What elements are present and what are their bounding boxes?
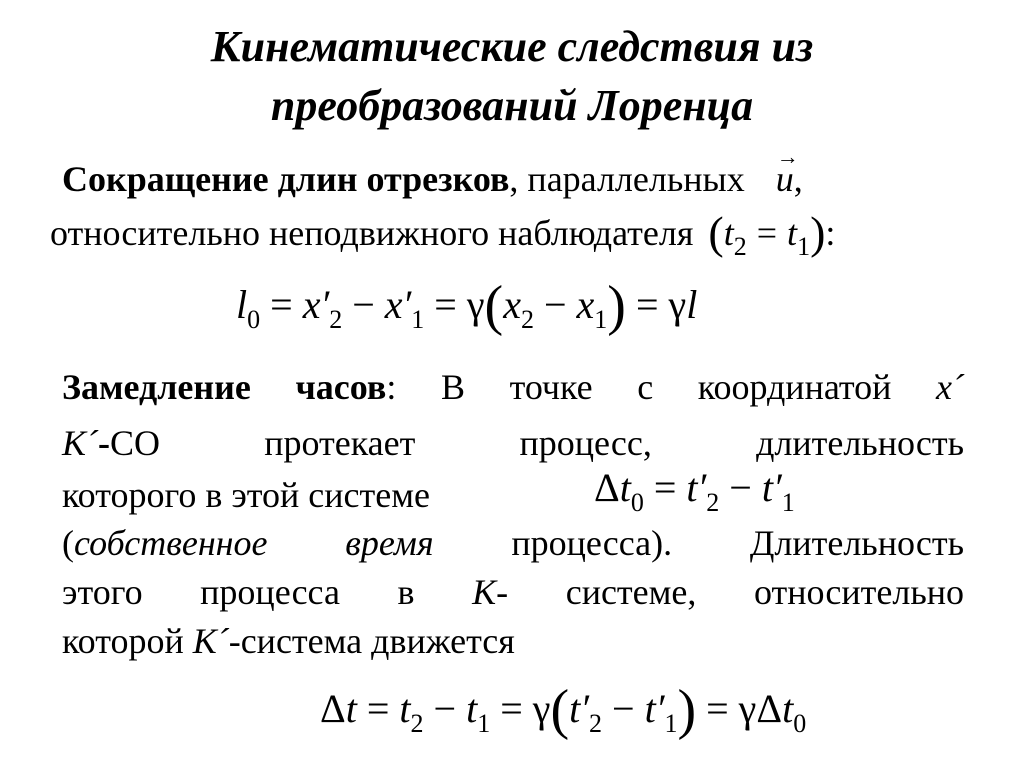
velocity-vector-u: → u: [776, 158, 794, 200]
length-formula: [236, 275, 698, 343]
f3-t2: t: [399, 686, 411, 731]
f1-l-end: l: [686, 282, 698, 327]
cond-t1-sub: 1: [797, 232, 811, 261]
f3-minus2: −: [612, 686, 635, 731]
f1-gamma: γ: [466, 282, 485, 327]
proper-time-formula: [594, 465, 795, 526]
f3-t1: t: [466, 686, 478, 731]
paren-close: ): [810, 207, 826, 258]
f2-minus: −: [729, 465, 752, 510]
f3-t1-sub: 1: [477, 709, 491, 738]
time-line-2: [62, 422, 964, 464]
cond-eq: =: [756, 213, 778, 253]
f1-x1: x: [576, 282, 595, 327]
f2-delta: Δ: [594, 465, 620, 510]
time-line-1: [62, 366, 964, 408]
cond-t2: t: [723, 213, 734, 253]
time-line-4-italic: собственное время: [74, 523, 434, 563]
f3-t2-sub: 2: [410, 709, 424, 738]
f3-t0: t: [782, 686, 794, 731]
time-line-4-open: (: [62, 523, 74, 563]
f2-eq: =: [653, 465, 677, 510]
time-heading: Замедление часов: [62, 367, 387, 407]
f2-t-sub: 0: [630, 488, 644, 517]
f2-t2p: t′: [686, 465, 707, 510]
time-dilation-formula: [320, 679, 807, 747]
f1-x2: x: [503, 282, 521, 327]
time-line-5: [62, 571, 964, 613]
f1-paren-open: (: [484, 275, 504, 337]
cond-t2-sub: 2: [733, 232, 747, 261]
f3-t: t: [345, 686, 357, 731]
length-heading: Сокращение длин отрезков: [62, 159, 510, 199]
f2-t2p-sub: 2: [706, 488, 720, 517]
f1-x2p: x′: [302, 282, 330, 327]
f1-eq2: =: [434, 282, 457, 327]
time-line-4: [62, 522, 964, 564]
time-dash-co: -: [98, 423, 110, 463]
f1-l: l: [236, 282, 248, 327]
length-line-2: [50, 207, 836, 268]
f3-eq2: =: [500, 686, 523, 731]
length-line-1: [62, 158, 803, 200]
paren-open: (: [708, 207, 724, 258]
f1-gamma-l: γ: [668, 282, 687, 327]
f1-x2-sub: 2: [520, 305, 534, 334]
f1-l-sub: 0: [247, 305, 261, 334]
time-line-3: которого в этой системе: [62, 475, 430, 515]
time-co: СО: [110, 423, 161, 463]
length-text-1: , параллельных: [509, 159, 745, 199]
cond-t1: t: [787, 213, 798, 253]
time-line-4-rest: процесса). Длительность: [433, 523, 964, 563]
f3-delta2: Δ: [756, 686, 783, 731]
f3-t1p-sub: 1: [664, 709, 678, 738]
f1-paren-close: ): [607, 275, 626, 337]
f3-minus1: −: [433, 686, 457, 731]
time-line-6-b: -система движется: [228, 621, 515, 661]
f1-x2p-sub: 2: [329, 305, 343, 334]
f1-eq1: =: [270, 282, 293, 327]
f3-delta: Δ: [320, 686, 346, 731]
f3-eq1: =: [366, 686, 390, 731]
time-line-5-k: K: [472, 572, 497, 612]
f3-t2p: t′: [569, 686, 590, 731]
f3-paren-close: ): [677, 679, 697, 741]
time-line-5-a: этого процесса в: [62, 572, 415, 612]
time-line-6-a: которой: [62, 621, 184, 661]
f3-gamma2: γ: [738, 686, 757, 731]
time-line-1-rest: : В точке с координатой: [386, 367, 892, 407]
f1-eq3: =: [635, 282, 659, 327]
f3-t0-sub: 0: [793, 709, 807, 738]
f3-t2p-sub: 2: [589, 709, 603, 738]
f3-eq3: =: [706, 686, 729, 731]
f2-t1p-sub: 1: [781, 488, 795, 517]
time-kprime-2: K´: [192, 621, 229, 661]
f3-t1p: t′: [644, 686, 665, 731]
f1-minus1: −: [352, 282, 375, 327]
f1-minus2: −: [543, 282, 567, 327]
time-line-6: [62, 620, 515, 662]
length-text-2: относительно неподвижного наблюдателя: [50, 213, 694, 253]
f2-t1p: t′: [761, 465, 782, 510]
time-line-2-rest: протекает процесс, длительность: [264, 423, 964, 463]
f1-x1p-sub: 1: [411, 305, 425, 334]
f2-t: t: [619, 465, 631, 510]
f3-gamma: γ: [532, 686, 551, 731]
title-line-2: преобразований Лоренца: [270, 81, 754, 130]
title-line-1: Кинематические следствия из: [210, 22, 814, 71]
time-kprime-1: K´: [62, 423, 98, 463]
f3-paren-open: (: [550, 679, 570, 741]
time-line-5-b: - системе, относительно: [496, 572, 965, 612]
cond-colon: :: [825, 213, 836, 253]
length-comma: ,: [793, 159, 803, 199]
time-xprime: x´: [936, 367, 965, 407]
f1-x1-sub: 1: [594, 305, 608, 334]
f1-x1p: x′: [384, 282, 412, 327]
